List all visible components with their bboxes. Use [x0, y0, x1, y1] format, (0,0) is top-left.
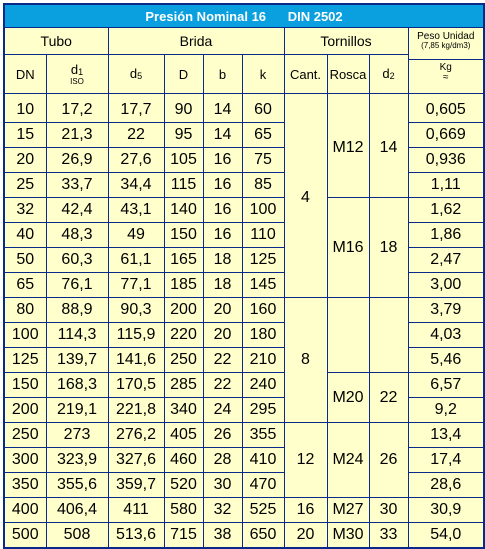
- cell-D: 185: [164, 273, 203, 298]
- peso-unit-approx: ≈: [443, 71, 449, 83]
- cell-peso: 5,46: [408, 348, 484, 373]
- cell-peso: 1,86: [408, 223, 484, 248]
- cell-k: 210: [242, 348, 284, 373]
- cell-dn: 200: [4, 398, 46, 423]
- cell-D: 285: [164, 373, 203, 398]
- cell-rosca: M20: [327, 373, 369, 423]
- cell-peso: 3,79: [408, 298, 484, 323]
- cell-b: 18: [203, 248, 242, 273]
- cell-d1: 114,3: [46, 323, 108, 348]
- cell-dn: 400: [4, 498, 46, 523]
- cell-D: 715: [164, 523, 203, 549]
- cell-b: 22: [203, 373, 242, 398]
- cell-peso: 1,62: [408, 198, 484, 223]
- col-header-dn: DN: [4, 55, 46, 94]
- table-row: [4, 473, 484, 498]
- table-row: [4, 123, 484, 148]
- cell-peso: 9,2: [408, 398, 484, 423]
- cell-b: 38: [203, 523, 242, 549]
- cell-d2: [369, 298, 408, 373]
- table-row: [4, 273, 484, 298]
- cell-b: 18: [203, 273, 242, 298]
- cell-D: 405: [164, 423, 203, 448]
- table-row: [4, 173, 484, 198]
- cell-d1: 76,1: [46, 273, 108, 298]
- cell-dn: 20: [4, 148, 46, 173]
- col-header-d2-label: d: [382, 66, 390, 81]
- cell-peso: 28,6: [408, 473, 484, 498]
- cell-D: 520: [164, 473, 203, 498]
- cell-b: 16: [203, 173, 242, 198]
- cell-d1: 60,3: [46, 248, 108, 273]
- cell-dn: 50: [4, 248, 46, 273]
- cell-dn: 125: [4, 348, 46, 373]
- cell-rosca: M30: [327, 523, 369, 549]
- col-header-d5: [108, 55, 164, 94]
- cell-cant: 20: [284, 523, 327, 549]
- table-row: [4, 148, 484, 173]
- table-row: [4, 198, 484, 223]
- cell-D: 140: [164, 198, 203, 223]
- cell-b: 20: [203, 298, 242, 323]
- cell-peso: 1,11: [408, 173, 484, 198]
- cell-k: 470: [242, 473, 284, 498]
- cell-k: 160: [242, 298, 284, 323]
- cell-D: 165: [164, 248, 203, 273]
- cell-d5: 77,1: [108, 273, 164, 298]
- cell-peso: 2,47: [408, 248, 484, 273]
- cell-b: 26: [203, 423, 242, 448]
- table-row: [4, 423, 484, 448]
- cell-rosca: M16: [327, 198, 369, 298]
- table-row: [4, 323, 484, 348]
- table-row: [4, 398, 484, 423]
- cell-rosca: M24: [327, 423, 369, 498]
- cell-d1: 406,4: [46, 498, 108, 523]
- cell-d5: 411: [108, 498, 164, 523]
- cell-peso: 17,4: [408, 448, 484, 473]
- peso-unit-kg: Kg: [439, 61, 452, 73]
- cell-k: 85: [242, 173, 284, 198]
- cell-dn: 100: [4, 323, 46, 348]
- col-header-d1-label: d: [70, 61, 79, 77]
- cell-D: 460: [164, 448, 203, 473]
- cell-d1: 219,1: [46, 398, 108, 423]
- cell-D: 105: [164, 148, 203, 173]
- cell-rosca: M27: [327, 498, 369, 523]
- cell-b: 16: [203, 148, 242, 173]
- cell-d1: 139,7: [46, 348, 108, 373]
- cell-peso: 4,03: [408, 323, 484, 348]
- table-row: [4, 448, 484, 473]
- cell-D: 90: [164, 94, 203, 123]
- cell-k: 355: [242, 423, 284, 448]
- cell-b: 22: [203, 348, 242, 373]
- cell-k: 100: [242, 198, 284, 223]
- group-header-brida: Brida: [108, 28, 284, 55]
- col-header-k: k: [242, 55, 284, 94]
- cell-rosca: M12: [327, 94, 369, 198]
- cell-dn: 25: [4, 173, 46, 198]
- col-header-d5-sub: 5: [137, 71, 143, 81]
- cell-k: 650: [242, 523, 284, 549]
- cell-b: 14: [203, 94, 242, 123]
- cell-b: 16: [203, 223, 242, 248]
- cell-d2: 14: [369, 94, 408, 198]
- cell-k: 180: [242, 323, 284, 348]
- group-header-tubo: Tubo: [4, 28, 108, 55]
- group-header-peso: [408, 28, 484, 94]
- cell-D: 115: [164, 173, 203, 198]
- cell-peso: 0,669: [408, 123, 484, 148]
- cell-d5: 513,6: [108, 523, 164, 549]
- cell-d1: 42,4: [46, 198, 108, 223]
- cell-dn: 65: [4, 273, 46, 298]
- table-row: [4, 498, 484, 523]
- col-header-d2: [369, 55, 408, 94]
- cell-d1: 508: [46, 523, 108, 549]
- col-header-rosca: Rosca: [327, 55, 369, 94]
- cell-k: 125: [242, 248, 284, 273]
- cell-peso: 6,57: [408, 373, 484, 398]
- col-header-d1: [46, 55, 108, 94]
- cell-dn: 500: [4, 523, 46, 549]
- cell-peso: 54,0: [408, 523, 484, 549]
- cell-b: 20: [203, 323, 242, 348]
- cell-cant: 12: [284, 423, 327, 498]
- cell-d1: 48,3: [46, 223, 108, 248]
- cell-peso: 3,00: [408, 273, 484, 298]
- cell-d1: 26,9: [46, 148, 108, 173]
- cell-d5: 90,3: [108, 298, 164, 323]
- cell-cant: 16: [284, 498, 327, 523]
- cell-d5: 170,5: [108, 373, 164, 398]
- cell-D: 200: [164, 298, 203, 323]
- cell-d1: 355,6: [46, 473, 108, 498]
- flange-dimensions-table: [3, 3, 485, 549]
- cell-d1: 21,3: [46, 123, 108, 148]
- cell-b: 32: [203, 498, 242, 523]
- cell-dn: 40: [4, 223, 46, 248]
- col-header-d2-sub: 2: [389, 71, 395, 81]
- table-row: [4, 348, 484, 373]
- cell-d1: 168,3: [46, 373, 108, 398]
- cell-d5: 43,1: [108, 198, 164, 223]
- cell-d2: 18: [369, 198, 408, 298]
- cell-D: 220: [164, 323, 203, 348]
- cell-peso: 30,9: [408, 498, 484, 523]
- cell-dn: 150: [4, 373, 46, 398]
- cell-dn: 80: [4, 298, 46, 323]
- table-row: [4, 373, 484, 398]
- cell-dn: 300: [4, 448, 46, 473]
- cell-D: 95: [164, 123, 203, 148]
- cell-k: 65: [242, 123, 284, 148]
- cell-d5: 27,6: [108, 148, 164, 173]
- cell-d1: 88,9: [46, 298, 108, 323]
- cell-d2: 22: [369, 373, 408, 423]
- cell-d5: 115,9: [108, 323, 164, 348]
- cell-d2: 33: [369, 523, 408, 549]
- cell-k: 145: [242, 273, 284, 298]
- cell-cant: 8: [284, 298, 327, 423]
- col-header-d5-label: d: [129, 66, 138, 81]
- cell-k: 295: [242, 398, 284, 423]
- cell-k: 240: [242, 373, 284, 398]
- cell-d5: 276,2: [108, 423, 164, 448]
- cell-dn: 350: [4, 473, 46, 498]
- cell-D: 250: [164, 348, 203, 373]
- cell-d5: 221,8: [108, 398, 164, 423]
- cell-d5: 359,7: [108, 473, 164, 498]
- cell-D: 340: [164, 398, 203, 423]
- table-row: [4, 298, 484, 323]
- cell-d5: 61,1: [108, 248, 164, 273]
- cell-d5: 34,4: [108, 173, 164, 198]
- table-row: [4, 248, 484, 273]
- col-header-cant: Cant.: [284, 55, 327, 94]
- cell-b: 16: [203, 198, 242, 223]
- cell-D: 150: [164, 223, 203, 248]
- cell-d2: 30: [369, 498, 408, 523]
- col-header-D: D: [164, 55, 203, 94]
- cell-cant: 4: [284, 94, 327, 298]
- cell-peso: 13,4: [408, 423, 484, 448]
- cell-d1: 33,7: [46, 173, 108, 198]
- cell-peso: 0,605: [408, 94, 484, 123]
- cell-peso: 0,936: [408, 148, 484, 173]
- cell-k: 110: [242, 223, 284, 248]
- cell-b: 30: [203, 473, 242, 498]
- cell-d1: 323,9: [46, 448, 108, 473]
- cell-dn: 15: [4, 123, 46, 148]
- col-header-b: b: [203, 55, 242, 94]
- cell-k: 75: [242, 148, 284, 173]
- cell-d1: 273: [46, 423, 108, 448]
- peso-header-density: (7,85 kg/dm3): [421, 41, 471, 50]
- cell-b: 28: [203, 448, 242, 473]
- cell-d5: 327,6: [108, 448, 164, 473]
- cell-k: 60: [242, 94, 284, 123]
- cell-rosca: [327, 298, 369, 373]
- cell-d2: 26: [369, 423, 408, 498]
- cell-k: 525: [242, 498, 284, 523]
- cell-dn: 250: [4, 423, 46, 448]
- cell-d5: 22: [108, 123, 164, 148]
- peso-header-label: Peso Unidad: [417, 31, 475, 42]
- col-header-d1-iso: ISO: [70, 76, 84, 86]
- table-row: [4, 223, 484, 248]
- cell-d5: 141,6: [108, 348, 164, 373]
- cell-k: 410: [242, 448, 284, 473]
- cell-dn: 32: [4, 198, 46, 223]
- cell-b: 24: [203, 398, 242, 423]
- cell-dn: 10: [4, 94, 46, 123]
- cell-d5: 49: [108, 223, 164, 248]
- table-row: [4, 523, 484, 549]
- cell-d1: 17,2: [46, 94, 108, 123]
- cell-d5: 17,7: [108, 94, 164, 123]
- cell-b: 14: [203, 123, 242, 148]
- cell-D: 580: [164, 498, 203, 523]
- col-header-d1-sub: 1: [78, 66, 84, 77]
- peso-unit-cell: [409, 59, 484, 83]
- group-header-tornillos: Tornillos: [284, 28, 408, 55]
- table-title: Presión Nominal 16 DIN 2502: [4, 4, 484, 28]
- table-row: [4, 94, 484, 123]
